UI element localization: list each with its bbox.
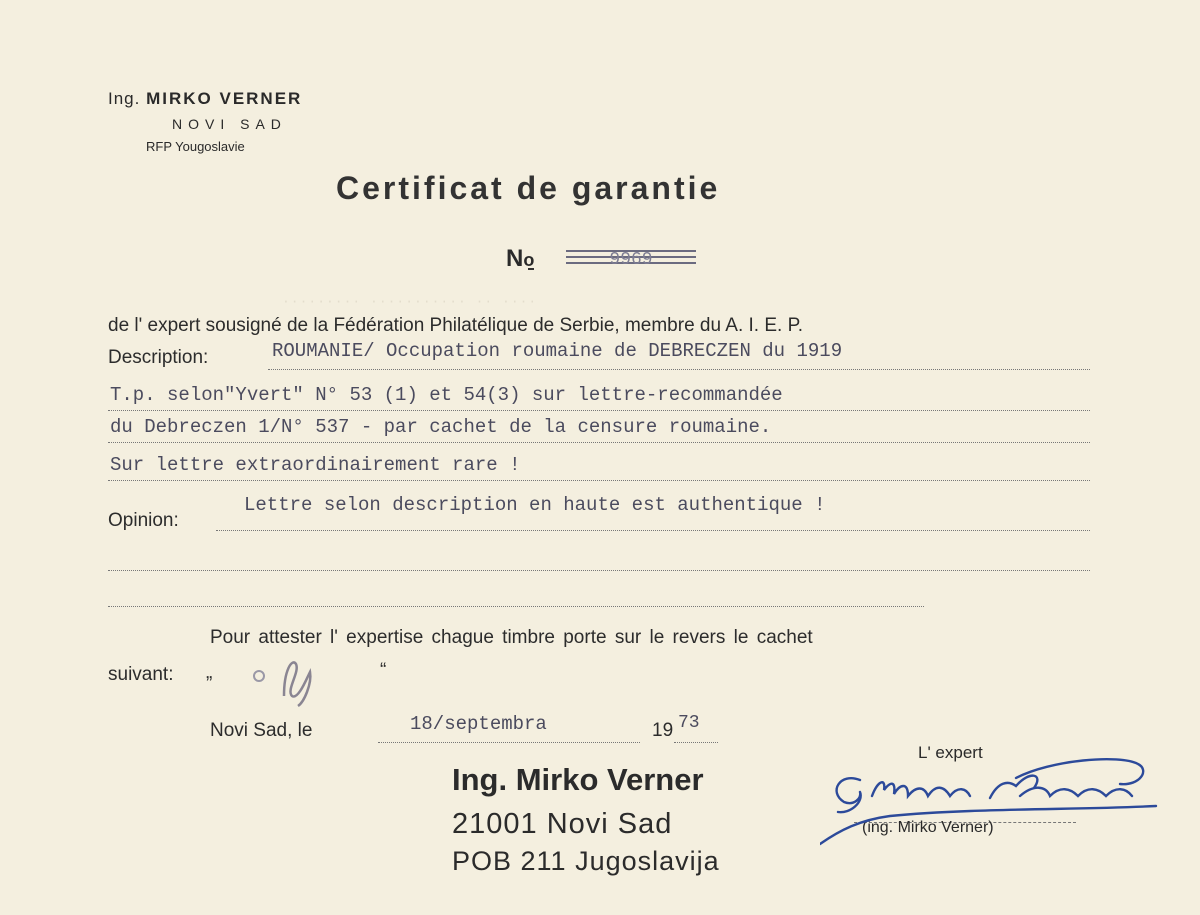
- description-line-1: ROUMANIE/ Occupation roumaine de DEBRECZEN du 1919: [272, 340, 843, 362]
- description-line-4: Sur lettre extraordinairement rare !: [110, 454, 521, 476]
- dotted-line: [108, 480, 1090, 481]
- description-line-2: T.p. selon"Yvert" N° 53 (1) et 54(3) sur lettre-recommandée: [110, 384, 783, 406]
- dotted-line: [108, 606, 924, 607]
- intro-text: de l' expert sousigné de la Fédération Philatélique de Serbie, membre du A. I. E. P.: [108, 315, 804, 336]
- page-title: Certificat de garantie: [336, 170, 721, 206]
- stamp-line-1: Ing. Mirko Verner: [452, 762, 704, 797]
- date-day-month: 18/septembra: [410, 713, 547, 735]
- dotted-line: [268, 369, 1090, 370]
- dotted-line: [216, 530, 1090, 531]
- signature: [820, 740, 1180, 850]
- dotted-line: [378, 742, 640, 743]
- signature-icon: [820, 740, 1180, 850]
- description-line-3: du Debreczen 1/N° 537 - par cachet de la censure roumaine.: [110, 416, 772, 438]
- expert-label: L' expert: [918, 743, 983, 762]
- close-quote: “: [380, 660, 387, 681]
- open-quote: „: [206, 662, 213, 683]
- date-year-prefix: 19: [652, 720, 674, 741]
- date-place: Novi Sad, le: [210, 720, 313, 741]
- certificate-number: 9969: [609, 250, 653, 270]
- number-label: No: [506, 245, 535, 272]
- expert-name: (ing. Mirko Verner): [862, 819, 994, 836]
- attest-suivant-label: suivant:: [108, 664, 174, 685]
- header-country: RFP Yougoslavie: [146, 139, 245, 154]
- dotted-line: [674, 742, 718, 743]
- expert-mark-icon: [240, 650, 340, 710]
- header-city: NOVI SAD: [172, 116, 287, 132]
- stamp-line-2: 21001 Novi Sad: [452, 808, 673, 840]
- number-label-o: o: [523, 250, 535, 270]
- opinion-text: Lettre selon description en haute est authentique !: [244, 494, 826, 516]
- stamp-line-3: POB 211 Jugoslavija: [452, 846, 720, 876]
- opinion-label: Opinion:: [108, 510, 179, 531]
- dotted-line: [108, 570, 1090, 571]
- header-name: [108, 89, 302, 109]
- dotted-line: [108, 410, 1090, 411]
- attest-line-1: Pour attester l' expertise chague timbre porte sur le revers le cachet: [210, 627, 813, 648]
- dotted-line: [108, 442, 1090, 443]
- date-year-suffix: 73: [678, 713, 700, 733]
- description-label: Description:: [108, 347, 209, 368]
- header-name-text: MIRKO VERNER: [146, 89, 303, 108]
- header-prefix: Ing.: [108, 89, 141, 108]
- faint-bleedthrough: ········· ··········· ·· ····: [282, 294, 538, 309]
